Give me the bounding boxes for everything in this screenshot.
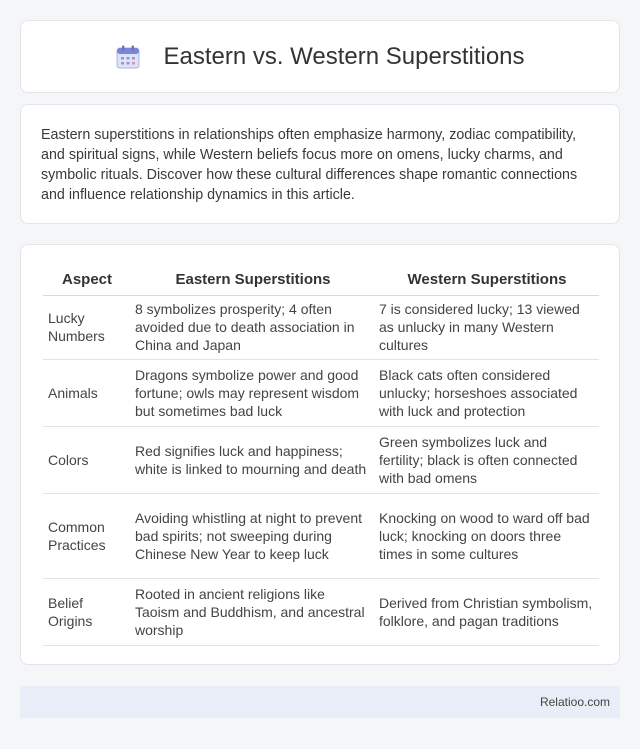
column-header-aspect: Aspect [43, 265, 131, 295]
table-row [43, 426, 599, 493]
table-row [43, 295, 599, 359]
column-header-eastern: Eastern Superstitions [131, 265, 375, 295]
comparison-table [43, 265, 599, 646]
eastern-cell: Rooted in ancient religions like Taoism and Buddhism, and ancestral worship [131, 578, 375, 645]
footer [20, 686, 620, 718]
eastern-cell: Dragons symbolize power and good fortune; owls may represent wisdom but sometimes bad luck [131, 359, 375, 426]
eastern-cell: 8 symbolizes prosperity; 4 often avoided due to death association in China and Japan [131, 295, 375, 359]
eastern-cell: Avoiding whistling at night to prevent bad spirits; not sweeping during Chinese New Year to keep luck [131, 493, 375, 578]
page-title: Eastern vs. Western Superstitions [163, 42, 525, 70]
western-cell: Green symbolizes luck and fertility; black is often connected with bad omens [375, 426, 599, 493]
western-cell: 7 is considered lucky; 13 viewed as unlucky in many Western cultures [375, 295, 599, 359]
table-row [43, 578, 599, 645]
aspect-cell: Common Practices [43, 493, 131, 578]
aspect-cell: Animals [43, 359, 131, 426]
table-row [43, 359, 599, 426]
aspect-cell: Belief Origins [43, 578, 131, 645]
calendar-icon [115, 44, 141, 70]
aspect-cell: Lucky Numbers [43, 295, 131, 359]
footer-brand[interactable]: Relatioo.com [539, 695, 610, 709]
table-card [20, 244, 620, 665]
table-header-row [43, 265, 599, 295]
table-row [43, 493, 599, 578]
western-cell: Black cats often considered unlucky; horseshoes associated with luck and protection [375, 359, 599, 426]
aspect-cell: Colors [43, 426, 131, 493]
intro-card [20, 104, 620, 224]
western-cell: Knocking on wood to ward off bad luck; knocking on doors three times in some cultures [375, 493, 599, 578]
column-header-western: Western Superstitions [375, 265, 599, 295]
intro-text: Eastern superstitions in relationships often emphasize harmony, zodiac compatibility, and spiritual signs, while Western beliefs focus more on omens, lucky charms, and symbolic rituals. Discover how these cultural differences shape romantic connections and influence relationship dynamics in this article. [41, 127, 578, 203]
western-cell: Derived from Christian symbolism, folklore, and pagan traditions [375, 578, 599, 645]
title-card [20, 20, 620, 93]
eastern-cell: Red signifies luck and happiness; white is linked to mourning and death [131, 426, 375, 493]
